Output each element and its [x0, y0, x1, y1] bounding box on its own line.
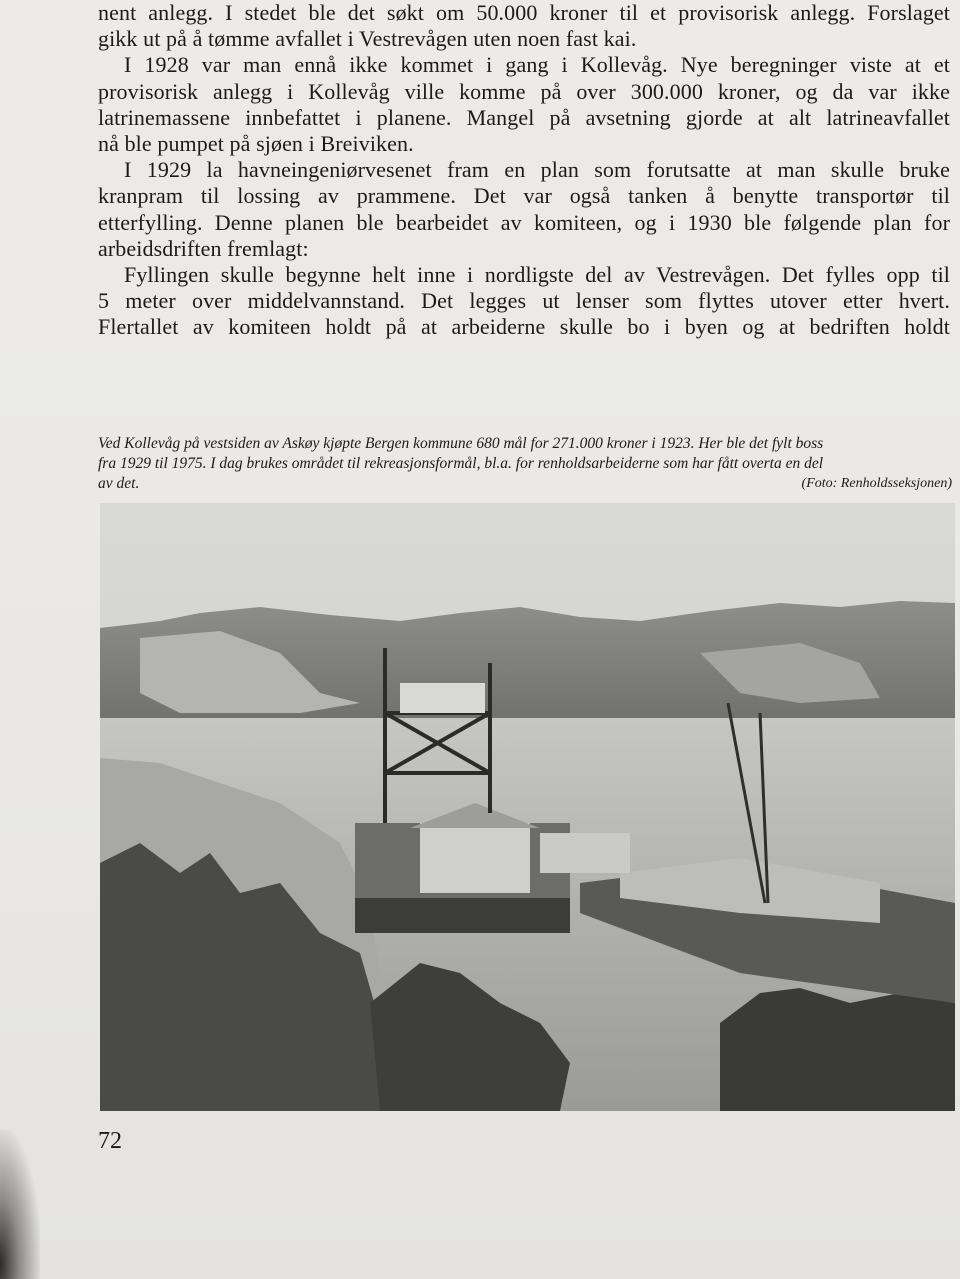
- text-line: nå ble pumpet på sjøen i Breiviken.: [98, 131, 414, 157]
- photo-credit: (Foto: Renholdsseksjonen): [801, 476, 952, 491]
- text-line: Flertallet av komiteen holdt på at arbeiderne skulle bo i byen og at bedriften holdt: [98, 314, 950, 340]
- paragraph: [98, 157, 950, 183]
- paragraph: [98, 26, 950, 52]
- text-line: etterfylling. Denne planen ble bearbeidet av komiteen, og i 1930 ble følgende plan for: [98, 209, 950, 235]
- text-line: arbeidsdriften fremlagt:: [98, 235, 309, 261]
- paragraph: [98, 79, 950, 105]
- text-line: 5 meter over middelvannstand. Det legges ut lenser som flyttes utover etter hvert.: [98, 288, 950, 314]
- paragraph: [98, 288, 950, 314]
- paragraph: [98, 131, 950, 157]
- text-line: I 1929 la havneingeniørvesenet fram en plan som forutsatte at man skulle bruke: [124, 157, 950, 183]
- text-line: Fyllingen skulle begynne helt inne i nordligste del av Vestrevågen. Det fylles opp til: [124, 262, 950, 288]
- crane-cab: [400, 683, 485, 713]
- shrubs: [720, 988, 955, 1111]
- text-line: kranpram til lossing av prammene. Det var også tanken å benytte transportør til: [98, 183, 950, 209]
- paragraph: [98, 183, 950, 209]
- text-line: nent anlegg. I stedet ble det søkt om 50.000 kroner til et provisorisk anlegg. Forslaget: [98, 0, 950, 25]
- photo-illustration: [100, 503, 955, 1111]
- text-line: latrinemassene innbefattet i planene. Mangel på avsetning gjorde at alt latrineavfallet: [98, 104, 950, 130]
- caption-line: Ved Kollevåg på vestsiden av Askøy kjøpte Bergen kommune 680 mål for 271.000 kroner i 1923. Her ble det fylt boss: [98, 435, 824, 452]
- body-text: [98, 0, 950, 341]
- small-boat: [540, 833, 630, 873]
- page-number: 72: [98, 1128, 122, 1154]
- text-line: I 1928 var man ennå ikke kommet i gang i Kollevåg. Nye beregninger viste at et: [124, 52, 950, 78]
- paragraph: [98, 52, 950, 78]
- harbor-photograph: [100, 503, 955, 1111]
- barge-hull: [355, 898, 570, 933]
- paragraph: [98, 314, 950, 340]
- paragraph: [98, 0, 950, 26]
- paragraph: [98, 210, 950, 236]
- text-line: provisorisk anlegg i Kollevåg ville komme på over 300.000 kroner, og da var ikke: [98, 78, 950, 104]
- text-line: gikk ut på å tømme avfallet i Vestrevågen uten noen fast kai.: [98, 26, 637, 52]
- photo-caption: [98, 434, 956, 494]
- paragraph: [98, 105, 950, 131]
- caption-line: av det.: [98, 475, 140, 492]
- barge-hut: [420, 823, 530, 893]
- caption-line: fra 1929 til 1975. I dag brukes området til rekreasjonsformål, bl.a. for renholdsarbeiderne som har fått overta en del: [98, 455, 824, 472]
- paragraph: [98, 262, 950, 288]
- finger-shadow: [0, 1130, 40, 1279]
- paragraph: [98, 236, 950, 262]
